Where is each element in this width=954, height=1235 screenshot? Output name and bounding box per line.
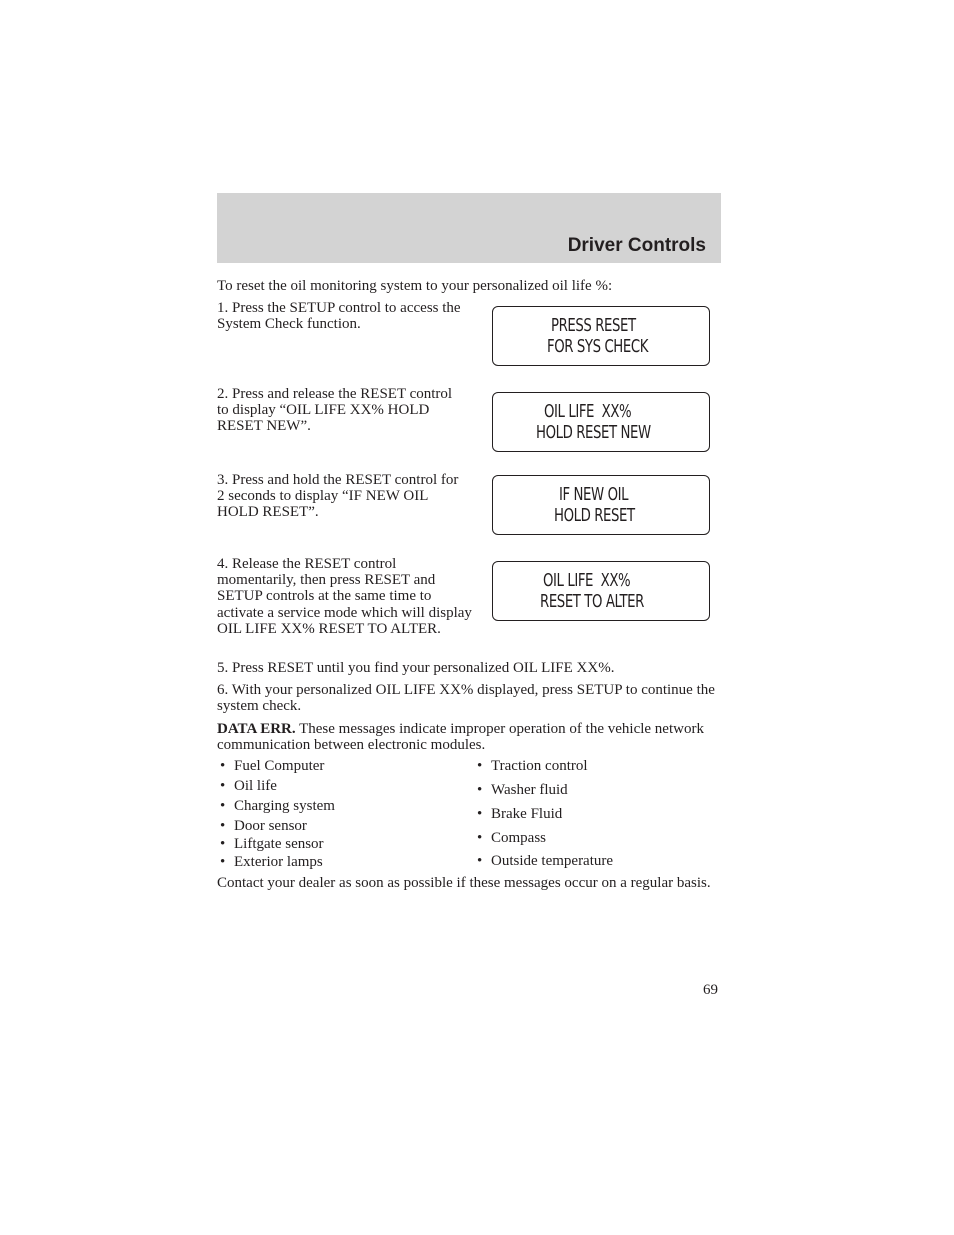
list-item: • Brake Fluid (491, 806, 562, 822)
list-item: • Outside temperature (491, 853, 613, 869)
lcd-2-line-1: OIL LIFE XX% (544, 401, 632, 422)
step-4-text: 4. Release the RESET control momentarily, then press RESET and SETUP controls at the same time to activate a service mode which will display OIL LIFE XX% RESET TO ALTER. (217, 556, 472, 637)
list-item: • Traction control (491, 758, 588, 774)
data-err-text: These messages indicate improper operation of the vehicle network communication between electronic modules. (217, 721, 704, 754)
intro-text: To reset the oil monitoring system to your personalized oil life %: (217, 278, 613, 294)
list-item: • Exterior lamps (234, 854, 323, 870)
list-item: • Charging system (234, 798, 335, 814)
lcd-1-line-2: FOR SYS CHECK (547, 336, 649, 357)
lcd-display-1 (492, 306, 710, 366)
list-item: • Door sensor (234, 818, 307, 834)
list-item: • Liftgate sensor (234, 836, 324, 852)
lcd-display-2 (492, 392, 710, 452)
closing-text: Contact your dealer as soon as possible if these messages occur on a regular basis. (217, 875, 711, 891)
lcd-3-line-2: HOLD RESET (554, 505, 635, 526)
lcd-4-line-2: RESET TO ALTER (540, 591, 644, 612)
data-err-paragraph (217, 721, 721, 753)
step-3-text: 3. Press and hold the RESET control for 2 seconds to display “IF NEW OIL HOLD RESET”. (217, 472, 459, 521)
lcd-4-line-1: OIL LIFE XX% (543, 570, 631, 591)
lcd-display-4 (492, 561, 710, 621)
lcd-2-line-2: HOLD RESET NEW (536, 422, 651, 443)
lcd-1-line-1: PRESS RESET (551, 315, 636, 336)
list-item: • Fuel Computer (234, 758, 324, 774)
list-item: • Compass (491, 830, 546, 846)
step-6-text: 6. With your personalized OIL LIFE XX% displayed, press SETUP to continue the system check. (217, 682, 715, 715)
list-item: • Washer fluid (491, 782, 568, 798)
lcd-display-3 (492, 475, 710, 535)
list-item: • Oil life (234, 778, 277, 794)
section-header (217, 193, 721, 263)
data-err-label: DATA ERR. (217, 721, 296, 737)
step-5-text: 5. Press RESET until you find your personalized OIL LIFE XX%. (217, 660, 615, 676)
page-number: 69 (703, 982, 718, 998)
section-title: Driver Controls (567, 235, 706, 256)
lcd-3-line-1: IF NEW OIL (559, 484, 629, 505)
step-2-text: 2. Press and release the RESET control to display “OIL LIFE XX% HOLD RESET NEW”. (217, 386, 453, 435)
step-1-text: 1. Press the SETUP control to access the System Check function. (217, 300, 461, 333)
